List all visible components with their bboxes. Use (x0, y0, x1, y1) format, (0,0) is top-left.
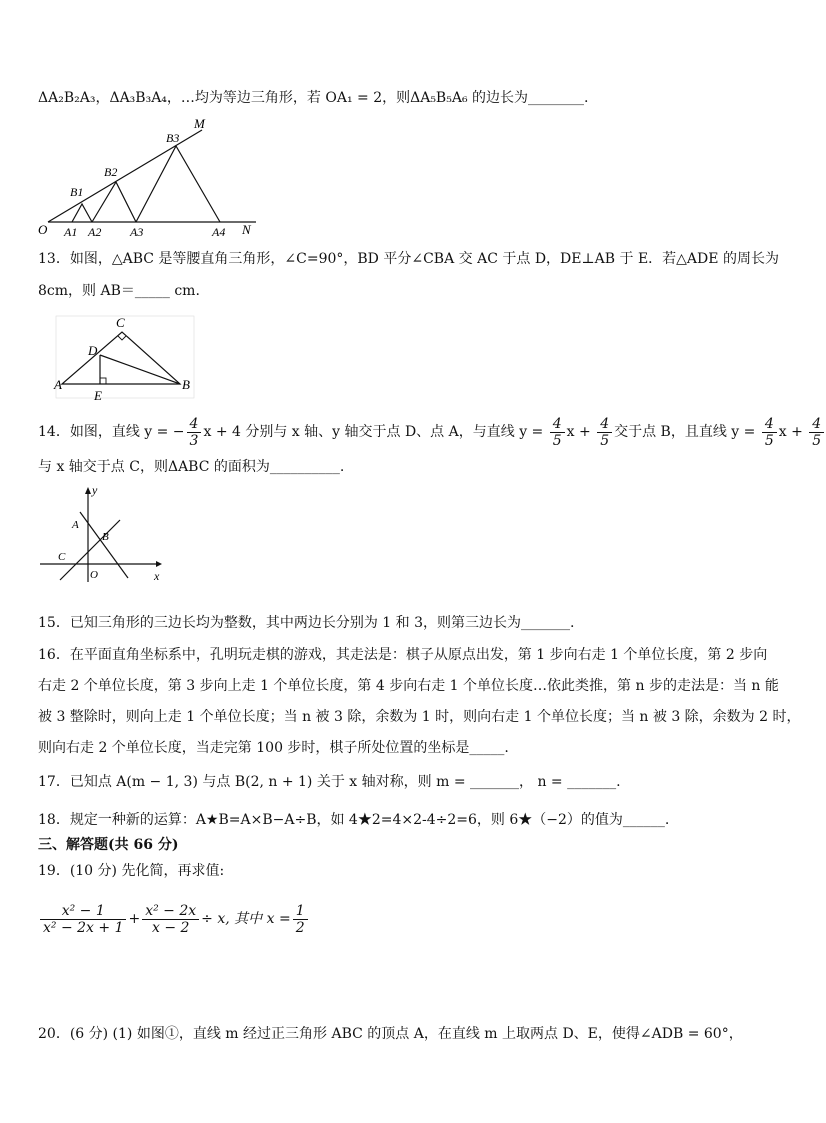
q19-text: 19．(10 分) 先化简，再求值: (38, 863, 225, 879)
q14-frac-a: $\frac{4}{3}$ (187, 416, 202, 449)
q17-text: 17．已知点 A(m − 1, 3) 与点 B(2, n + 1) 关于 x 轴对称，则 m = _______， n = _______. (38, 774, 621, 790)
q14-frac-b2: $\frac{4}{5}$ (597, 416, 612, 449)
figure-14 (36, 482, 176, 586)
label-E: E (94, 388, 102, 403)
q14-line2: 与 x 轴交于点 C，则ΔABC 的面积为__________. (38, 459, 345, 475)
q14-part2: x + 4 分别与 x 轴、y 轴交于点 D、点 A，与直线 y = (203, 424, 548, 440)
q16-line3: 被 3 整除时，则向上走 1 个单位长度；当 n 被 3 除，余数为 1 时，则向右走 1 个单位长度；当 n 被 3 除，余数为 2 时， (38, 709, 801, 725)
label-A: A (72, 519, 79, 531)
label-y: y (92, 483, 98, 497)
q14-part3: x + (566, 424, 596, 440)
label-A1: A1 (64, 225, 78, 239)
label-A3: A3 (130, 225, 144, 239)
figure-13 (52, 312, 202, 402)
q12-text: ΔA₂B₂A₃，ΔA₃B₃A₄，…均为等边三角形，若 OA₁ = 2，则ΔA₅B₅A₆ 的边长为________. (38, 90, 589, 106)
q19-expression (38, 894, 763, 944)
label-A: A (54, 377, 62, 392)
label-O: O (38, 222, 48, 237)
q14-frac-b1: $\frac{4}{5}$ (550, 416, 565, 449)
section-3-heading: 三、解答题(共 66 分) (38, 837, 179, 853)
label-B2: B2 (104, 165, 118, 179)
label-C: C (116, 315, 125, 330)
q14-part4: 交于点 B，且直线 y = (614, 424, 760, 440)
q18-text: 18．规定一种新的运算：A★B=A×B−A÷B，如 4★2=4×2-4÷2=6，则 6★（−2）的值为______. (38, 812, 670, 828)
label-B: B (182, 377, 190, 392)
q13-line1: 13．如图，△ABC 是等腰直角三角形，∠C=90°，BD 平分∠CBA 交 AC 于点 D，DE⊥AB 于 E．若△ADE 的周长为 (38, 251, 779, 267)
q16-line2: 右走 2 个单位长度，第 3 步向上走 1 个单位长度，第 4 步向右走 1 个单位长度…依此类推，第 n 步的走法是：当 n 能 (38, 678, 779, 694)
q19-tail: ÷ x, 其中 x = (201, 911, 291, 927)
q20-text: 20．(6 分) (1) 如图①，直线 m 经过正三角形 ABC 的顶点 A，在直线 m 上取两点 D、E，使得∠ADB = 60°， (38, 1026, 743, 1042)
q14-frac-b3: $\frac{4}{5}$ (762, 416, 777, 449)
q15-text: 15．已知三角形的三边长均为整数，其中两边长分别为 1 和 3，则第三边长为_______. (38, 615, 575, 631)
q19-frac-1: $\frac{\text{x² − 1}}{\text{x² − 2x + 1}}$ (40, 903, 126, 936)
label-A4: A4 (212, 225, 226, 239)
q16-line4: 则向右走 2 个单位长度，当走完第 100 步时，棋子所处位置的坐标是_____. (38, 740, 509, 756)
q14-part1: 14．如图，直线 y = − (38, 424, 185, 440)
q16-line1: 16．在平面直角坐标系中，孔明玩走棋的游戏，其走法是：棋子从原点出发，第 1 步向右走 1 个单位长度，第 2 步向 (38, 647, 768, 663)
label-B1: B1 (70, 185, 84, 199)
figure-12 (34, 114, 264, 240)
label-O: O (90, 569, 98, 581)
label-A2: A2 (88, 225, 102, 239)
q19-plus: + (128, 911, 141, 927)
label-N: N (242, 222, 251, 237)
q14-line1 (38, 412, 822, 452)
label-B3: B3 (166, 131, 180, 145)
q19-frac-3: $\frac{1}{2}$ (293, 903, 308, 936)
q19-frac-2: $\frac{\text{x² − 2x}}{x - 2}$ (142, 903, 199, 936)
label-x: x (154, 569, 160, 583)
label-C: C (58, 551, 66, 563)
label-B: B (102, 531, 109, 543)
q13-line2: 8cm，则 AB＝_____ cm. (38, 283, 200, 299)
label-M: M (194, 116, 205, 131)
q14-part5: x + (778, 424, 808, 440)
label-D: D (88, 343, 98, 358)
q14-frac-b4: $\frac{4}{5}$ (809, 416, 824, 449)
